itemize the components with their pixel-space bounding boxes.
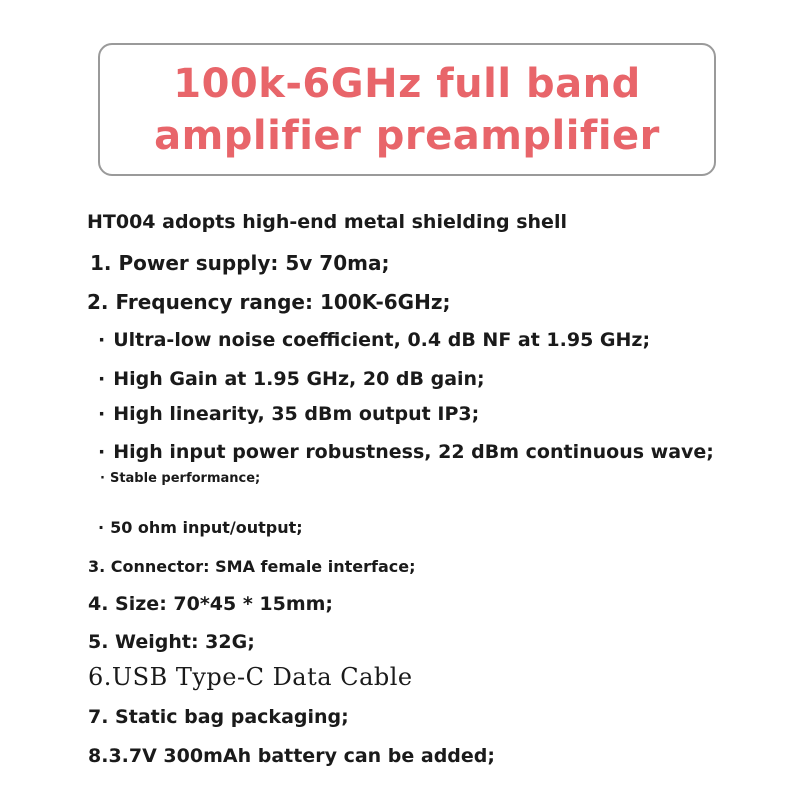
- spec-impedance: 50 ohm input/output;: [110, 518, 303, 537]
- spec-noise-item: [98, 329, 650, 351]
- bullet-mark: ·: [98, 368, 106, 390]
- bullet-mark: ·: [98, 518, 105, 537]
- spec-packaging: 7. Static bag packaging;: [88, 706, 349, 728]
- spec-stable: Stable performance;: [109, 471, 261, 486]
- spec-gain: High Gain at 1.95 GHz, 20 dB gain;: [113, 368, 485, 390]
- title-line-1: 100k-6GHz full band: [173, 60, 641, 107]
- spec-linearity: High linearity, 35 dBm output IP3;: [113, 403, 480, 425]
- spec-linearity-item: [98, 403, 479, 425]
- title-line-2: amplifier preamplifier: [154, 112, 660, 159]
- bullet-mark: ·: [100, 471, 105, 486]
- spec-robustness: High input power robustness, 22 dBm continuous wave;: [113, 441, 714, 463]
- spec-connector: 3. Connector: SMA female interface;: [88, 557, 416, 576]
- spec-robustness-item: [98, 441, 714, 463]
- spec-noise: Ultra-low noise coefficient, 0.4 dB NF at 1.95 GHz;: [113, 329, 651, 351]
- spec-stable-item: [100, 471, 260, 486]
- bullet-mark: ·: [98, 441, 106, 463]
- spec-gain-item: [98, 368, 485, 390]
- bullet-mark: ·: [98, 403, 106, 425]
- spec-frequency-range: 2. Frequency range: 100K-6GHz;: [87, 290, 451, 314]
- spec-power-supply: 1. Power supply: 5v 70ma;: [90, 251, 390, 275]
- title-banner: [98, 43, 716, 176]
- spec-intro: HT004 adopts high-end metal shielding shell: [87, 211, 567, 233]
- spec-cable: 6.USB Type-C Data Cable: [88, 663, 413, 691]
- bullet-mark: ·: [98, 329, 106, 351]
- spec-impedance-item: [98, 518, 303, 537]
- spec-weight: 5. Weight: 32G;: [88, 631, 255, 653]
- spec-battery: 8.3.7V 300mAh battery can be added;: [88, 745, 495, 767]
- spec-size: 4. Size: 70*45 * 15mm;: [88, 593, 334, 615]
